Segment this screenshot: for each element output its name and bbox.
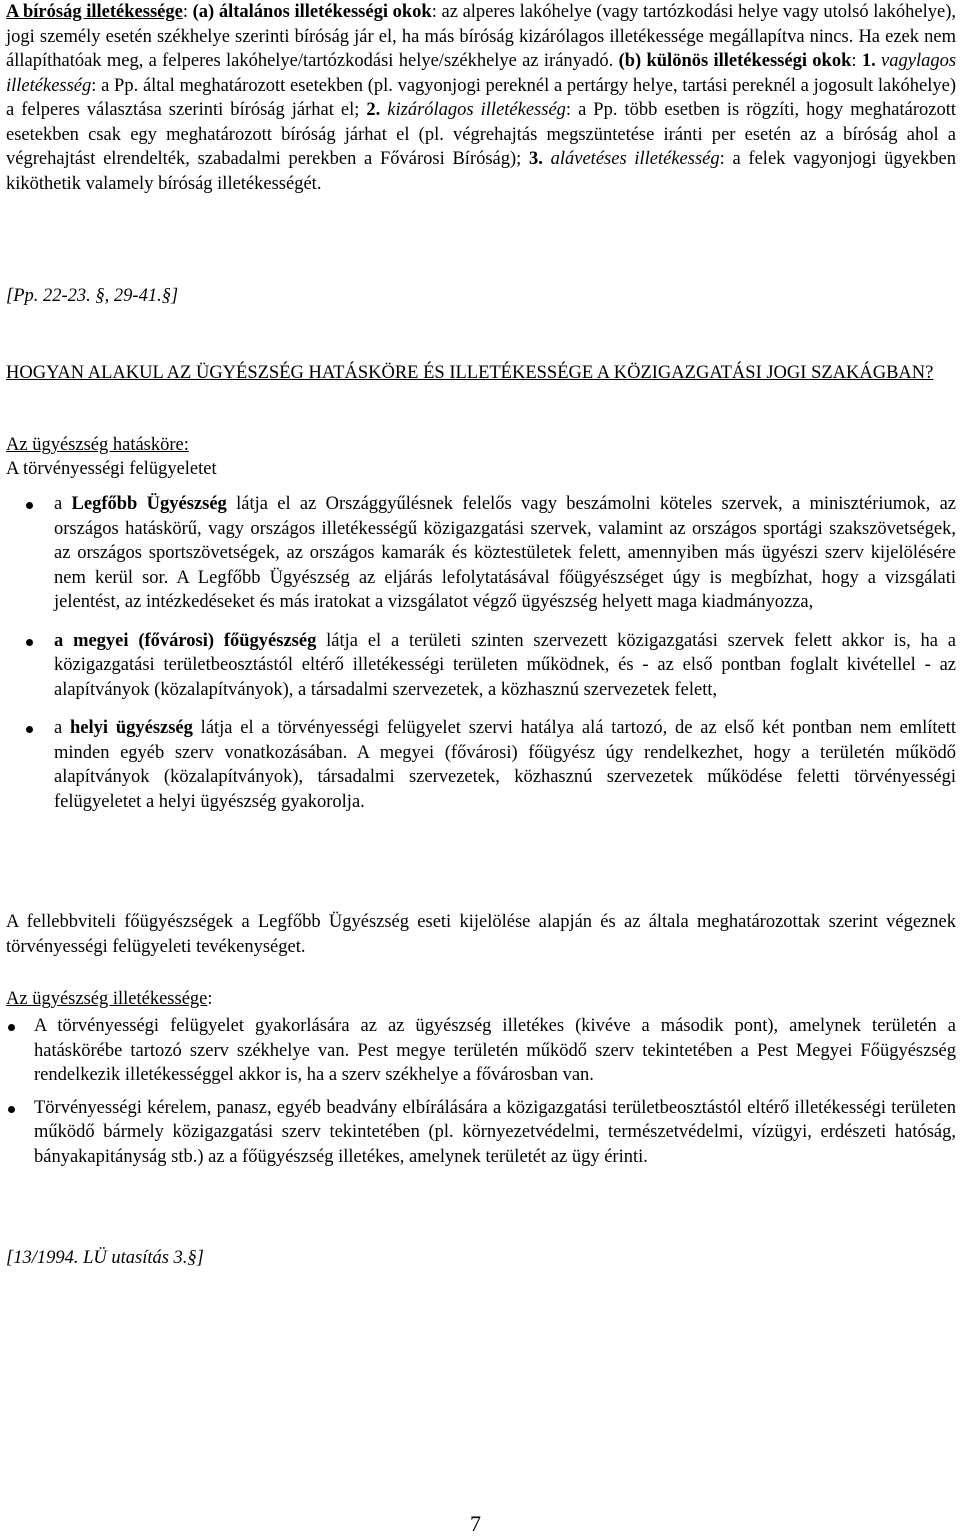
list-item: Törvényességi kérelem, panasz, egyéb beadvány elbírálására a közigazgatási területbeosztástól eltérő illetékességi területen működő bármely közigazgatási szerv tekintetében (pl. környezetvédelmi, természetvédelmi, vízügyi, erdészeti hatóság, bányakapitányság stb.) az a főügyészség illetékes, amelynek területét az ügy érinti. (6, 1096, 956, 1170)
section-heading: HOGYAN ALAKUL AZ ÜGYÉSZSÉG HATÁSKÖRE ÉS ILLETÉKESSÉGE A KÖZIGAZGATÁSI JOGI SZAKÁGBAN? (6, 363, 934, 383)
competence-list (6, 492, 956, 814)
list-item: a megyei (fővárosi) főügyészség látja el a területi szinten szervezett közigazgatási szervek felett akkor is, ha a közigazgatási területbeosztástól eltérő illetékességi területen működnek, és - az első pontban foglalt kivétellel - az alapítványok (közalapítványok), a társadalmi szervezetek, a közhasznú szervezetek felett, (6, 629, 956, 703)
bullet-icon (8, 1024, 15, 1031)
term-special-jurisdiction: (b) különös illetékességi okok (618, 51, 852, 71)
list-item: A törvényességi felügyelet gyakorlására az az ügyészség illetékes (kivéve a második pont), amelynek területén a hatáskörébe tartozó szerv székhelye van. Pest megye területén működő szerv tekintetében a Pest Megyei Főügyészség rendelkezik illetékességgel akkor is, ha a szerv székhelye a fővárosban van. (6, 1014, 956, 1088)
term-alternative-jurisdiction: vagylagos illetékesség (6, 51, 957, 96)
bullet-icon (26, 726, 33, 733)
term-submission-jurisdiction: alávetéses illetékesség (550, 149, 720, 169)
list-item: a helyi ügyészség látja el a törvényességi felügyelet szervi hatálya alá tartozó, de az első két pontban nem említett minden egyéb szerv vonatkozásában. A megyei (fővárosi) főügyész úgy rendelkezhet, hogy a területén működő alapítványok (közalapítványok), társadalmi szervezetek, közhasznú szervezetek működése feletti törvényességi felügyeletet a helyi ügyészség gyakorolja. (6, 716, 956, 814)
jurisdiction-list (6, 1014, 956, 1169)
list-item: a Legfőbb Ügyészség látja el az Országgyűlésnek felelős vagy beszámolni köteles szervek, a minisztériumok, az országos hatáskörű, vagy országos illetékességű közigazgatási szervek, valamint az országos sportági szakszövetségek, az országos sportszövetségek, az országos kamarák és köztestületek felett, amennyiben más ügyészi szerv kijelölésére nem kerül sor. A Legfőbb Ügyészség az eljárás lefolytatásával főügyészséget úgy is megbízhat, hogy a vizsgálati jelentést, az intézkedéseket és más iratokat a vizsgálatot végző ügyészség helyett maga kiadmányozza, (6, 492, 956, 615)
bullet-icon (26, 639, 33, 646)
paragraph-court-jurisdiction: A bíróság illetékessége: (a) általános illetékességi okok: az alperes lakóhelye (vagy tartózkodási helye vagy utolsó lakóhelye), jogi személy esetén székhelye szerinti bíróság jár el, ha más bíróság kizárólagos illetékessége megállapítva nincs. Ha ezek nem állapíthatóak meg, a felperes lakóhelye/tartózkodási helye/székhelye az irányadó. (b) különös illetékességi okok: 1. vagylagos illetékesség: a Pp. által meghatározott esetekben (pl. vagyonjogi pereknél a pertárgy helye, tartási pereknél a jogosult lakóhelye) a felperes választása szerinti bíróság járhat el; 2. kizárólagos illetékesség: a Pp. több esetben is rögzíti, hogy meghatározott esetekben csak egy meghatározott bíróság járhat el (pl. végrehajtás megszüntetése iránti per esetén az a bíróság ahol a végrehajtást elrendelték, szabadalmi perekben a Fővárosi Bíróság); 3. alávetéses illetékesség: a felek vagyonjogi ügyekben kiköthetik valamely bíróság illetékességét. (6, 2, 957, 194)
bullet-icon (8, 1106, 15, 1113)
competence-intro: A törvényességi felügyeletet (6, 459, 217, 479)
appellate-paragraph: A fellebbviteli főügyészségek a Legfőbb Ügyészség eseti kijelölése alapján és az általa meghatározottak szerint végeznek törvényességi felügyeleti tevékenységet. (6, 912, 956, 957)
subheading-competence: Az ügyészség hatásköre: (6, 435, 189, 455)
subheading-jurisdiction: Az ügyészség illetékessége: (6, 989, 213, 1009)
term-exclusive-jurisdiction: kizárólagos illetékesség (387, 100, 566, 120)
reference-lu: [13/1994. LÜ utasítás 3.§] (6, 1248, 204, 1268)
page-number: 7 (470, 1511, 481, 1536)
bullet-icon (26, 502, 33, 509)
reference-pp: [Pp. 22-23. §, 29-41.§] (6, 286, 179, 306)
term-general-jurisdiction: (a) általános illetékességi okok (192, 2, 432, 22)
term-court-jurisdiction: A bíróság illetékessége (6, 2, 183, 22)
